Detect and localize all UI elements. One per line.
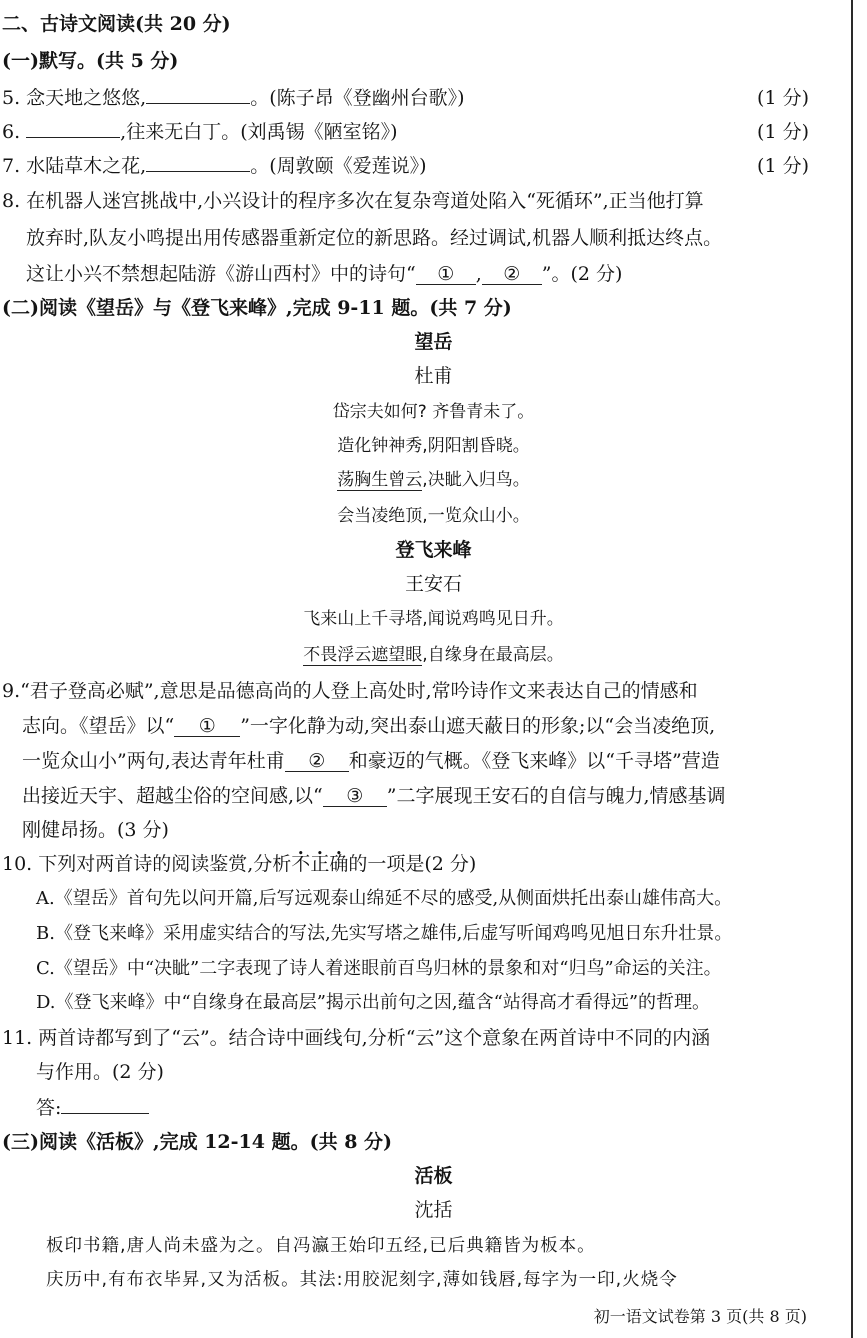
q11-line-2: 与作用。(2 分) [36, 1061, 164, 1083]
poem2-author: 王安石 [404, 573, 462, 595]
q10-option-a: A.《望岳》首句先以问开篇,后写远观泰山绵延不尽的感受,从侧面烘托出泰山雄伟高大。 [36, 888, 733, 909]
q8-blank-1[interactable]: ① [416, 264, 476, 285]
poem1-line-4: 会当凌绝顶,一览众山小。 [337, 506, 530, 526]
poem2-line-2-rest: ,自缘身在最高层。 [422, 645, 564, 665]
section-title: 二、古诗文阅读(共 20 分) [2, 13, 231, 35]
q8-comma: , [475, 263, 482, 285]
part3-author: 沈括 [414, 1199, 453, 1221]
q6-points: (1 分) [757, 121, 809, 143]
q8-line-2: 放弃时,队友小鸣提出用传感器重新定位的新思路。经过调试,机器人顺利抵达终点。 [26, 227, 723, 249]
q9-blank-1[interactable]: ① [174, 716, 240, 737]
part1-heading: (一)默写。(共 5 分) [2, 50, 179, 72]
question-5 [2, 86, 465, 110]
q10-option-b: B.《登飞来峰》采用虚实结合的写法,先实写塔之雄伟,后虚写听闻鸡鸣见旭日东升壮景。 [36, 923, 733, 944]
q8-line-3 [26, 262, 622, 286]
page-edge-rule [851, 0, 853, 1338]
poem2-line-2 [0, 643, 867, 667]
q7-source: 。(周敦颐《爱莲说》) [250, 155, 427, 177]
question-7 [2, 154, 427, 178]
passage-paragraph-1: 板印书籍,唐人尚未盛为之。自冯瀛王始印五经,已后典籍皆为板本。 [46, 1236, 596, 1256]
q5-text: 5. 念天地之悠悠, [2, 87, 147, 109]
q10-stem [2, 852, 476, 876]
q9-line-4 [22, 784, 726, 808]
part2-heading: (二)阅读《望岳》与《登飞来峰》,完成 9-11 题。(共 7 分) [2, 297, 512, 319]
q9-line-2 [22, 714, 715, 738]
underlined-cloud-line-2: 不畏浮云遮望眼 [303, 645, 423, 665]
part3-title: 活板 [414, 1165, 453, 1187]
q9-text-e: 出接近天宇、超越尘俗的空间感,以“ [22, 785, 323, 807]
q9-line-1: 9.“君子登高必赋”,意思是品德高尚的人登上高处时,常吟诗作文来表达自己的情感和 [2, 680, 698, 702]
question-6 [2, 120, 398, 144]
q7-text: 7. 水陆草木之花, [2, 155, 147, 177]
page-footer: 初一语文试卷第 3 页(共 8 页) [593, 1307, 807, 1326]
poem2-line-1: 飞来山上千寻塔,闻说鸡鸣见日升。 [303, 609, 564, 629]
q7-points: (1 分) [757, 155, 809, 177]
q10-stem-a: 10. 下列对两首诗的阅读鉴赏,分析 [2, 853, 292, 875]
q9-text-c: 一览众山小”两句,表达青年杜甫 [22, 750, 285, 772]
q9-blank-3[interactable]: ③ [323, 786, 387, 807]
poem1-line-3 [0, 468, 867, 492]
q6-source: ,往来无白丁。(刘禹锡《陋室铭》) [120, 121, 398, 143]
q10-option-d: D.《登飞来峰》中“自缘身在最高层”揭示出前句之因,蕴含“站得高才看得远”的哲理。 [36, 992, 711, 1013]
q9-text-a: 志向。《望岳》以“ [22, 715, 175, 737]
poem2-title: 登飞来峰 [395, 539, 472, 561]
dotted-char: 确 [329, 853, 349, 875]
q5-points: (1 分) [757, 87, 809, 109]
answer-label: 答: [36, 1097, 62, 1119]
q8-blank-2[interactable]: ② [482, 264, 542, 285]
underlined-cloud-line: 荡胸生曾云 [337, 470, 423, 490]
emphasis-dotted-word [291, 853, 348, 875]
part3-heading: (三)阅读《活板》,完成 12-14 题。(共 8 分) [2, 1131, 393, 1153]
q9-text-f: ”二字展现王安石的自信与魄力,情感基调 [386, 785, 726, 807]
q9-text-b: ”一字化静为动,突出泰山遮天蔽日的形象;以“会当凌绝顶, [240, 715, 716, 737]
q5-source: 。(陈子昂《登幽州台歌》) [250, 87, 465, 109]
q8-line-1: 8. 在机器人迷宫挑战中,小兴设计的程序多次在复杂弯道处陷入“死循环”,正当他打算 [2, 190, 704, 212]
poem1-author: 杜甫 [414, 365, 453, 387]
q9-text-d: 和豪迈的气概。《登飞来峰》以“千寻塔”营造 [348, 750, 720, 772]
q8-text: 这让小兴不禁想起陆游《游山西村》中的诗句“ [26, 263, 416, 285]
q9-line-5: 刚健昂扬。(3 分) [22, 819, 169, 841]
q10-stem-b: 的一项是(2 分) [348, 853, 477, 875]
q9-line-3 [22, 749, 720, 773]
poem1-line-3-rest: ,决眦入归鸟。 [422, 470, 530, 490]
dotted-char: 不 [291, 853, 311, 875]
q11-answer [36, 1096, 149, 1120]
q8-points: ”。(2 分) [541, 263, 623, 285]
poem1-line-1: 岱宗夫如何? 齐鲁青未了。 [332, 402, 535, 422]
passage-paragraph-2: 庆历中,有布衣毕昇,又为活板。其法:用胶泥刻字,薄如钱唇,每字为一印,火烧令 [46, 1270, 678, 1290]
q11-answer-blank[interactable] [61, 1113, 149, 1114]
q11-line-1: 11. 两首诗都写到了“云”。结合诗中画线句,分析“云”这个意象在两首诗中不同的内涵 [2, 1027, 711, 1049]
q7-blank[interactable] [146, 171, 250, 172]
poem1-line-2: 造化钟神秀,阴阳割昏晓。 [337, 436, 530, 456]
q10-option-c: C.《望岳》中“决眦”二字表现了诗人着迷眼前百鸟归林的景象和对“归鸟”命运的关注。 [36, 958, 722, 979]
q5-blank[interactable] [146, 103, 250, 104]
q9-blank-2[interactable]: ② [285, 751, 349, 772]
poem1-title: 望岳 [414, 331, 453, 353]
q6-blank[interactable] [26, 137, 120, 138]
dotted-char: 正 [310, 853, 330, 875]
q6-text: 6. [2, 121, 27, 143]
